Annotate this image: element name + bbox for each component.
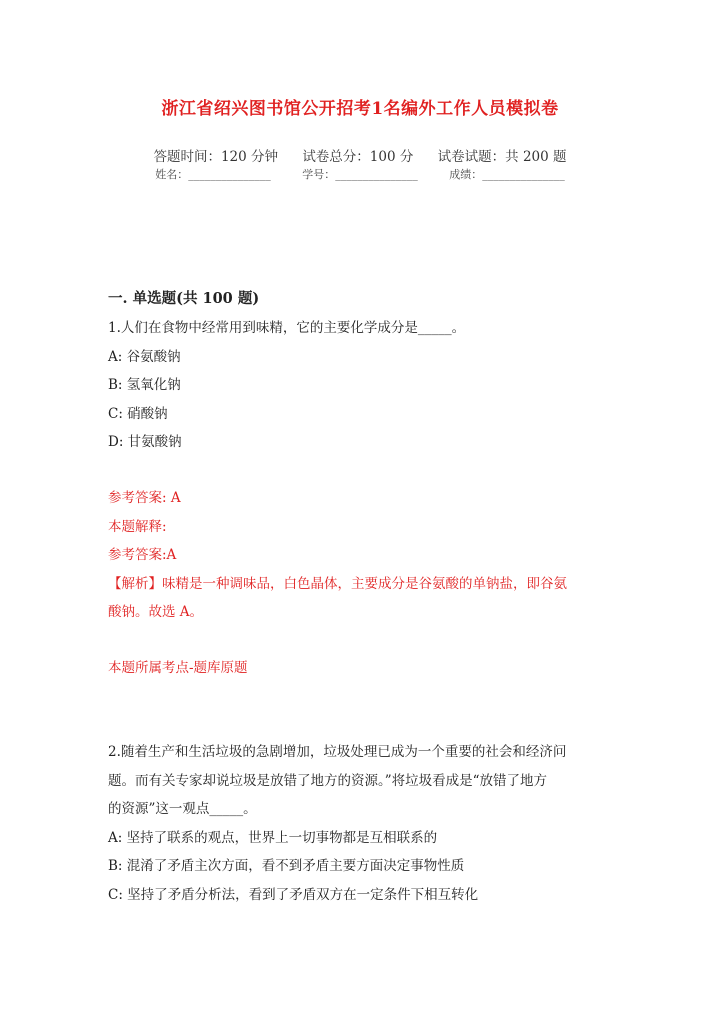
option-b: B: 氢氧化钠 <box>108 377 181 394</box>
exam-info <box>0 145 720 165</box>
name-field: 姓名：_______________ <box>155 168 271 181</box>
id-field: 学号：_______________ <box>302 168 418 181</box>
analysis-line-1: 【解析】味精是一种调味品，白色晶体，主要成分是谷氨酸的单钠盐，即谷氨 <box>108 575 567 592</box>
question-stem-line-3: 的资源”这一观点_____。 <box>108 801 257 818</box>
option-a: A: 坚持了联系的观点，世界上一切事物都是互相联系的 <box>108 829 438 846</box>
reference-answer-2: 参考答案:A <box>108 547 177 564</box>
option-c: C: 硝酸钠 <box>108 405 168 422</box>
section-title: 一. 单选题(共 100 题) <box>108 290 260 307</box>
exam-total-score: 试卷总分：100 分 <box>302 149 414 165</box>
question-stem-line-2: 题。而有关专家却说垃圾是放错了地方的资源。”将垃圾看成是“放错了地方 <box>108 772 548 789</box>
exam-total-questions: 试卷试题：共 200 题 <box>437 149 567 165</box>
option-a: A: 谷氨酸钠 <box>108 348 181 365</box>
analysis-line-2: 酸钠。故选 A。 <box>108 604 204 621</box>
question-1 <box>108 314 618 457</box>
question-stem-line-1: 2.随着生产和生活垃圾的急剧增加，垃圾处理已成为一个重要的社会和经济问 <box>108 744 567 760</box>
exam-time: 答题时间：120 分钟 <box>153 149 279 165</box>
exam-point-1 <box>108 654 618 683</box>
option-b: B: 混淆了矛盾主次方面，看不到矛盾主要方面决定事物性质 <box>108 858 465 875</box>
option-d: D: 甘氨酸钠 <box>108 434 182 451</box>
page-title: 浙江省绍兴图书馆公开招考1名编外工作人员模拟卷 <box>161 99 559 119</box>
question-stem: 1.人们在食物中经常用到味精，它的主要化学成分是_____。 <box>108 320 466 336</box>
option-c: C: 坚持了矛盾分析法，看到了矛盾双方在一定条件下相互转化 <box>108 886 479 903</box>
score-field: 成绩：_______________ <box>449 168 565 181</box>
explanation-label: 本题解释: <box>108 518 167 535</box>
question-2 <box>108 738 618 910</box>
answer-block-1 <box>108 484 618 627</box>
exam-point: 本题所属考点-题库原题 <box>108 660 248 676</box>
student-fields <box>0 166 720 182</box>
reference-answer: 参考答案: A <box>108 490 181 506</box>
